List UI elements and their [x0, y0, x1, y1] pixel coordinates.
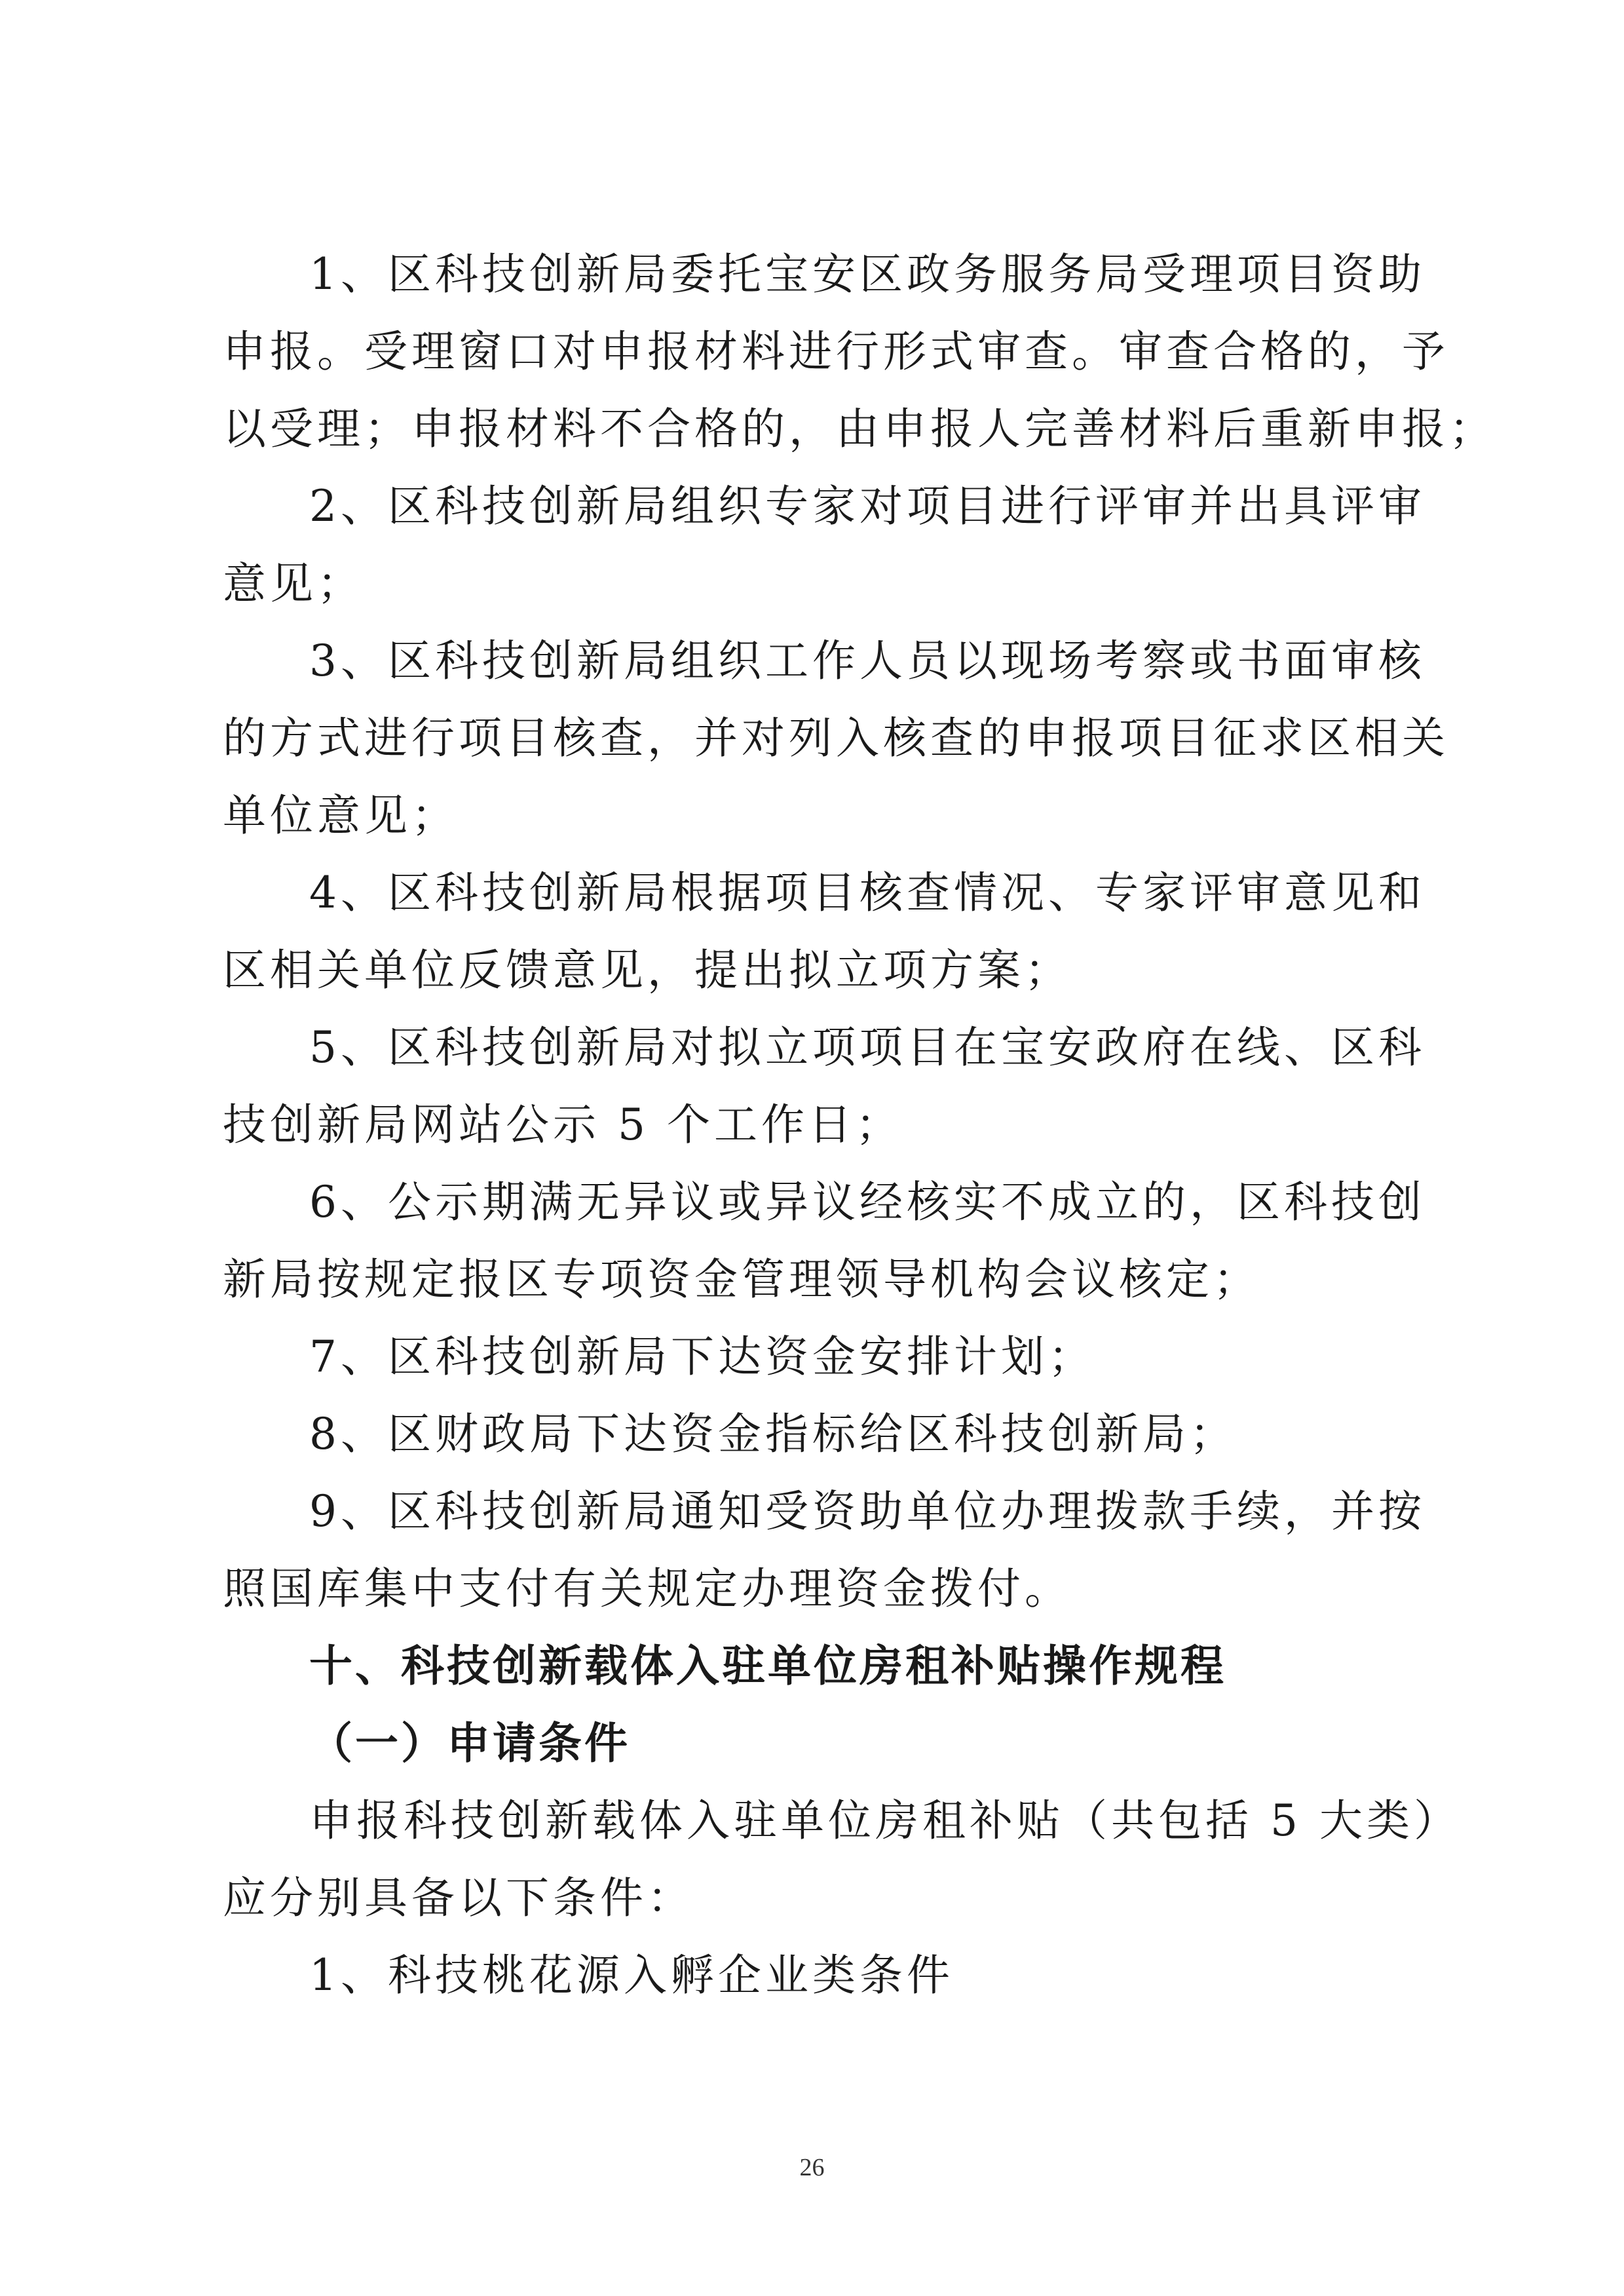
section-heading: 十、科技创新载体入驻单位房租补贴操作规程 [309, 1641, 1226, 1691]
paragraph-line: 区相关单位反馈意见，提出拟立项方案； [223, 945, 1072, 995]
paragraph-line: 以受理；申报材料不合格的，由申报人完善材料后重新申报； [223, 404, 1496, 454]
paragraph-line: 1、科技桃花源入孵企业类条件 [309, 1950, 954, 2000]
paragraph-line: 照国库集中支付有关规定办理资金拨付。 [223, 1563, 1072, 1614]
paragraph-line: 5、区科技创新局对拟立项项目在宝安政府在线、区科 [309, 1022, 1426, 1073]
paragraph-line: 7、区科技创新局下达资金安排计划； [309, 1331, 1095, 1382]
paragraph-line: 8、区财政局下达资金指标给区科技创新局； [309, 1409, 1237, 1459]
paragraph-line: 意见； [223, 558, 364, 609]
paragraph-line: 应分别具备以下条件： [223, 1873, 694, 1923]
paragraph-line: 3、区科技创新局组织工作人员以现场考察或书面审核 [309, 636, 1426, 686]
paragraph-line: 9、区科技创新局通知受资助单位办理拨款手续，并按 [309, 1486, 1426, 1537]
document-body [223, 236, 1496, 2014]
paragraph-line: 4、区科技创新局根据项目核查情况、专家评审意见和 [309, 868, 1426, 918]
paragraph-line: 技创新局网站公示 5 个工作日； [223, 1100, 903, 1150]
paragraph-line: 6、公示期满无异议或异议经核实不成立的，区科技创 [309, 1177, 1426, 1227]
section-heading: （一）申请条件 [309, 1718, 630, 1769]
paragraph-line: 的方式进行项目核查，并对列入核查的申报项目征求区相关 [223, 713, 1449, 763]
page-number: 26 [799, 2154, 825, 2181]
paragraph-line: 申报科技创新载体入驻单位房租补贴（共包括 5 大类） [309, 1795, 1461, 1846]
paragraph-line: 申报。受理窗口对申报材料进行形式审查。审查合格的，予 [223, 326, 1449, 377]
paragraph-line: 1、区科技创新局委托宝安区政务服务局受理项目资助 [309, 249, 1426, 299]
paragraph-line: 单位意见； [223, 790, 459, 841]
paragraph-line: 新局按规定报区专项资金管理领导机构会议核定； [223, 1254, 1260, 1305]
paragraph-line: 2、区科技创新局组织专家对项目进行评审并出具评审 [309, 481, 1426, 531]
